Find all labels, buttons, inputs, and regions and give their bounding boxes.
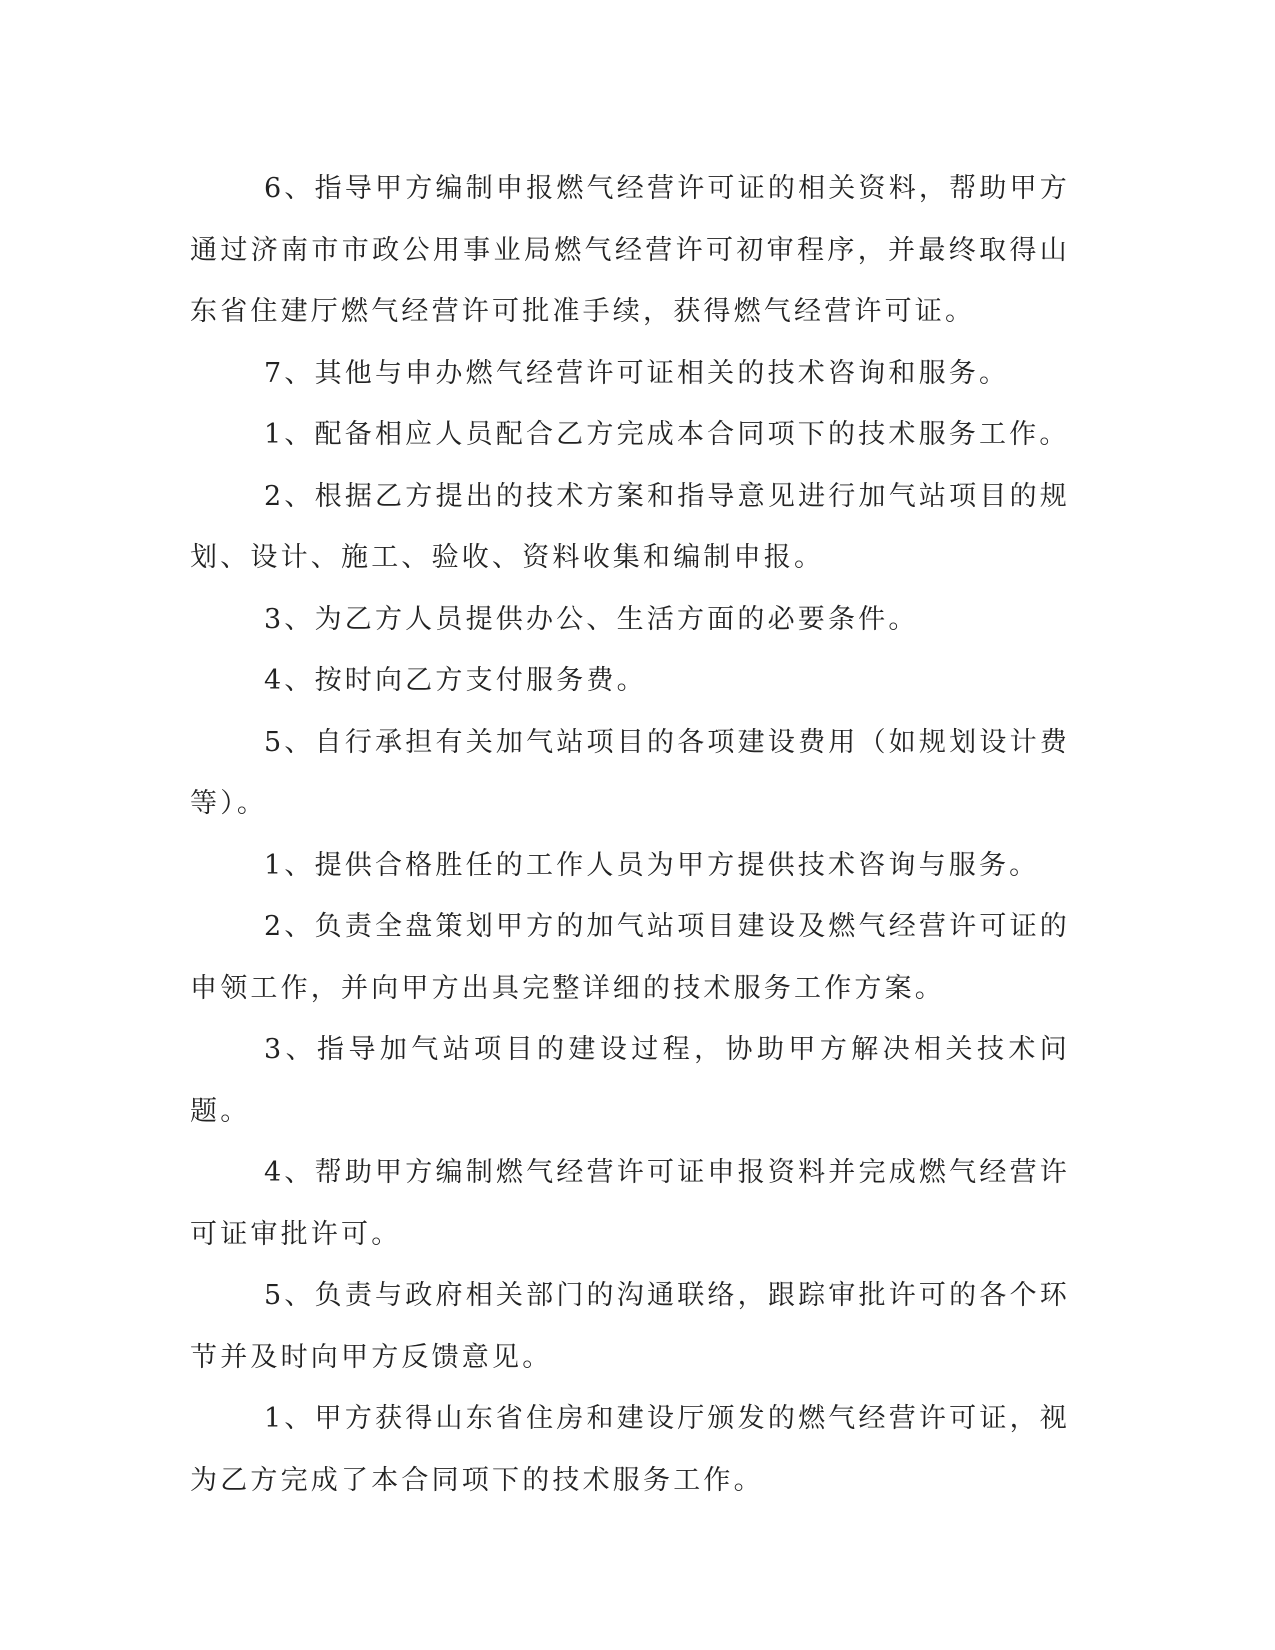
paragraph-item-6-guidance: 6、指导甲方编制申报燃气经营许可证的相关资料，帮助甲方通过济南市市政公用事业局燃气经营许可初审程序，并最终取得山东省住建厅燃气经营许可批准手续，获得燃气经营许可证。 <box>190 173 1070 327</box>
paragraph-party-b-duty-4: 4、帮助甲方编制燃气经营许可证申报资料并完成燃气经营许可证审批许可。 <box>190 1157 1070 1250</box>
paragraph-party-a-duty-4: 4、按时向乙方支付服务费。 <box>264 665 647 696</box>
paragraph-party-a-duty-5: 5、自行承担有关加气站项目的各项建设费用（如规划设计费等）。 <box>190 726 1070 819</box>
paragraph-party-b-duty-2: 2、负责全盘策划甲方的加气站项目建设及燃气经营许可证的申领工作，并向甲方出具完整详细的技术服务工作方案。 <box>190 911 1070 1004</box>
paragraph-completion-1: 1、甲方获得山东省住房和建设厅颁发的燃气经营许可证，视为乙方完成了本合同项下的技术服务工作。 <box>190 1403 1070 1496</box>
document-body <box>190 158 1070 1511</box>
paragraph-party-a-duty-1: 1、配备相应人员配合乙方完成本合同项下的技术服务工作。 <box>264 419 1070 450</box>
paragraph-party-b-duty-1: 1、提供合格胜任的工作人员为甲方提供技术咨询与服务。 <box>264 849 1040 881</box>
paragraph-item-7-other-services: 7、其他与申办燃气经营许可证相关的技术咨询和服务。 <box>264 357 1010 389</box>
paragraph-party-b-duty-3: 3、指导加气站项目的建设过程，协助甲方解决相关技术问题。 <box>190 1034 1070 1127</box>
paragraph-party-a-duty-2: 2、根据乙方提出的技术方案和指导意见进行加气站项目的规划、设计、施工、验收、资料收集和编制申报。 <box>190 480 1070 573</box>
paragraph-party-b-duty-5: 5、负责与政府相关部门的沟通联络，跟踪审批许可的各个环节并及时向甲方反馈意见。 <box>190 1280 1070 1373</box>
paragraph-party-a-duty-3: 3、为乙方人员提供办公、生活方面的必要条件。 <box>264 603 919 635</box>
